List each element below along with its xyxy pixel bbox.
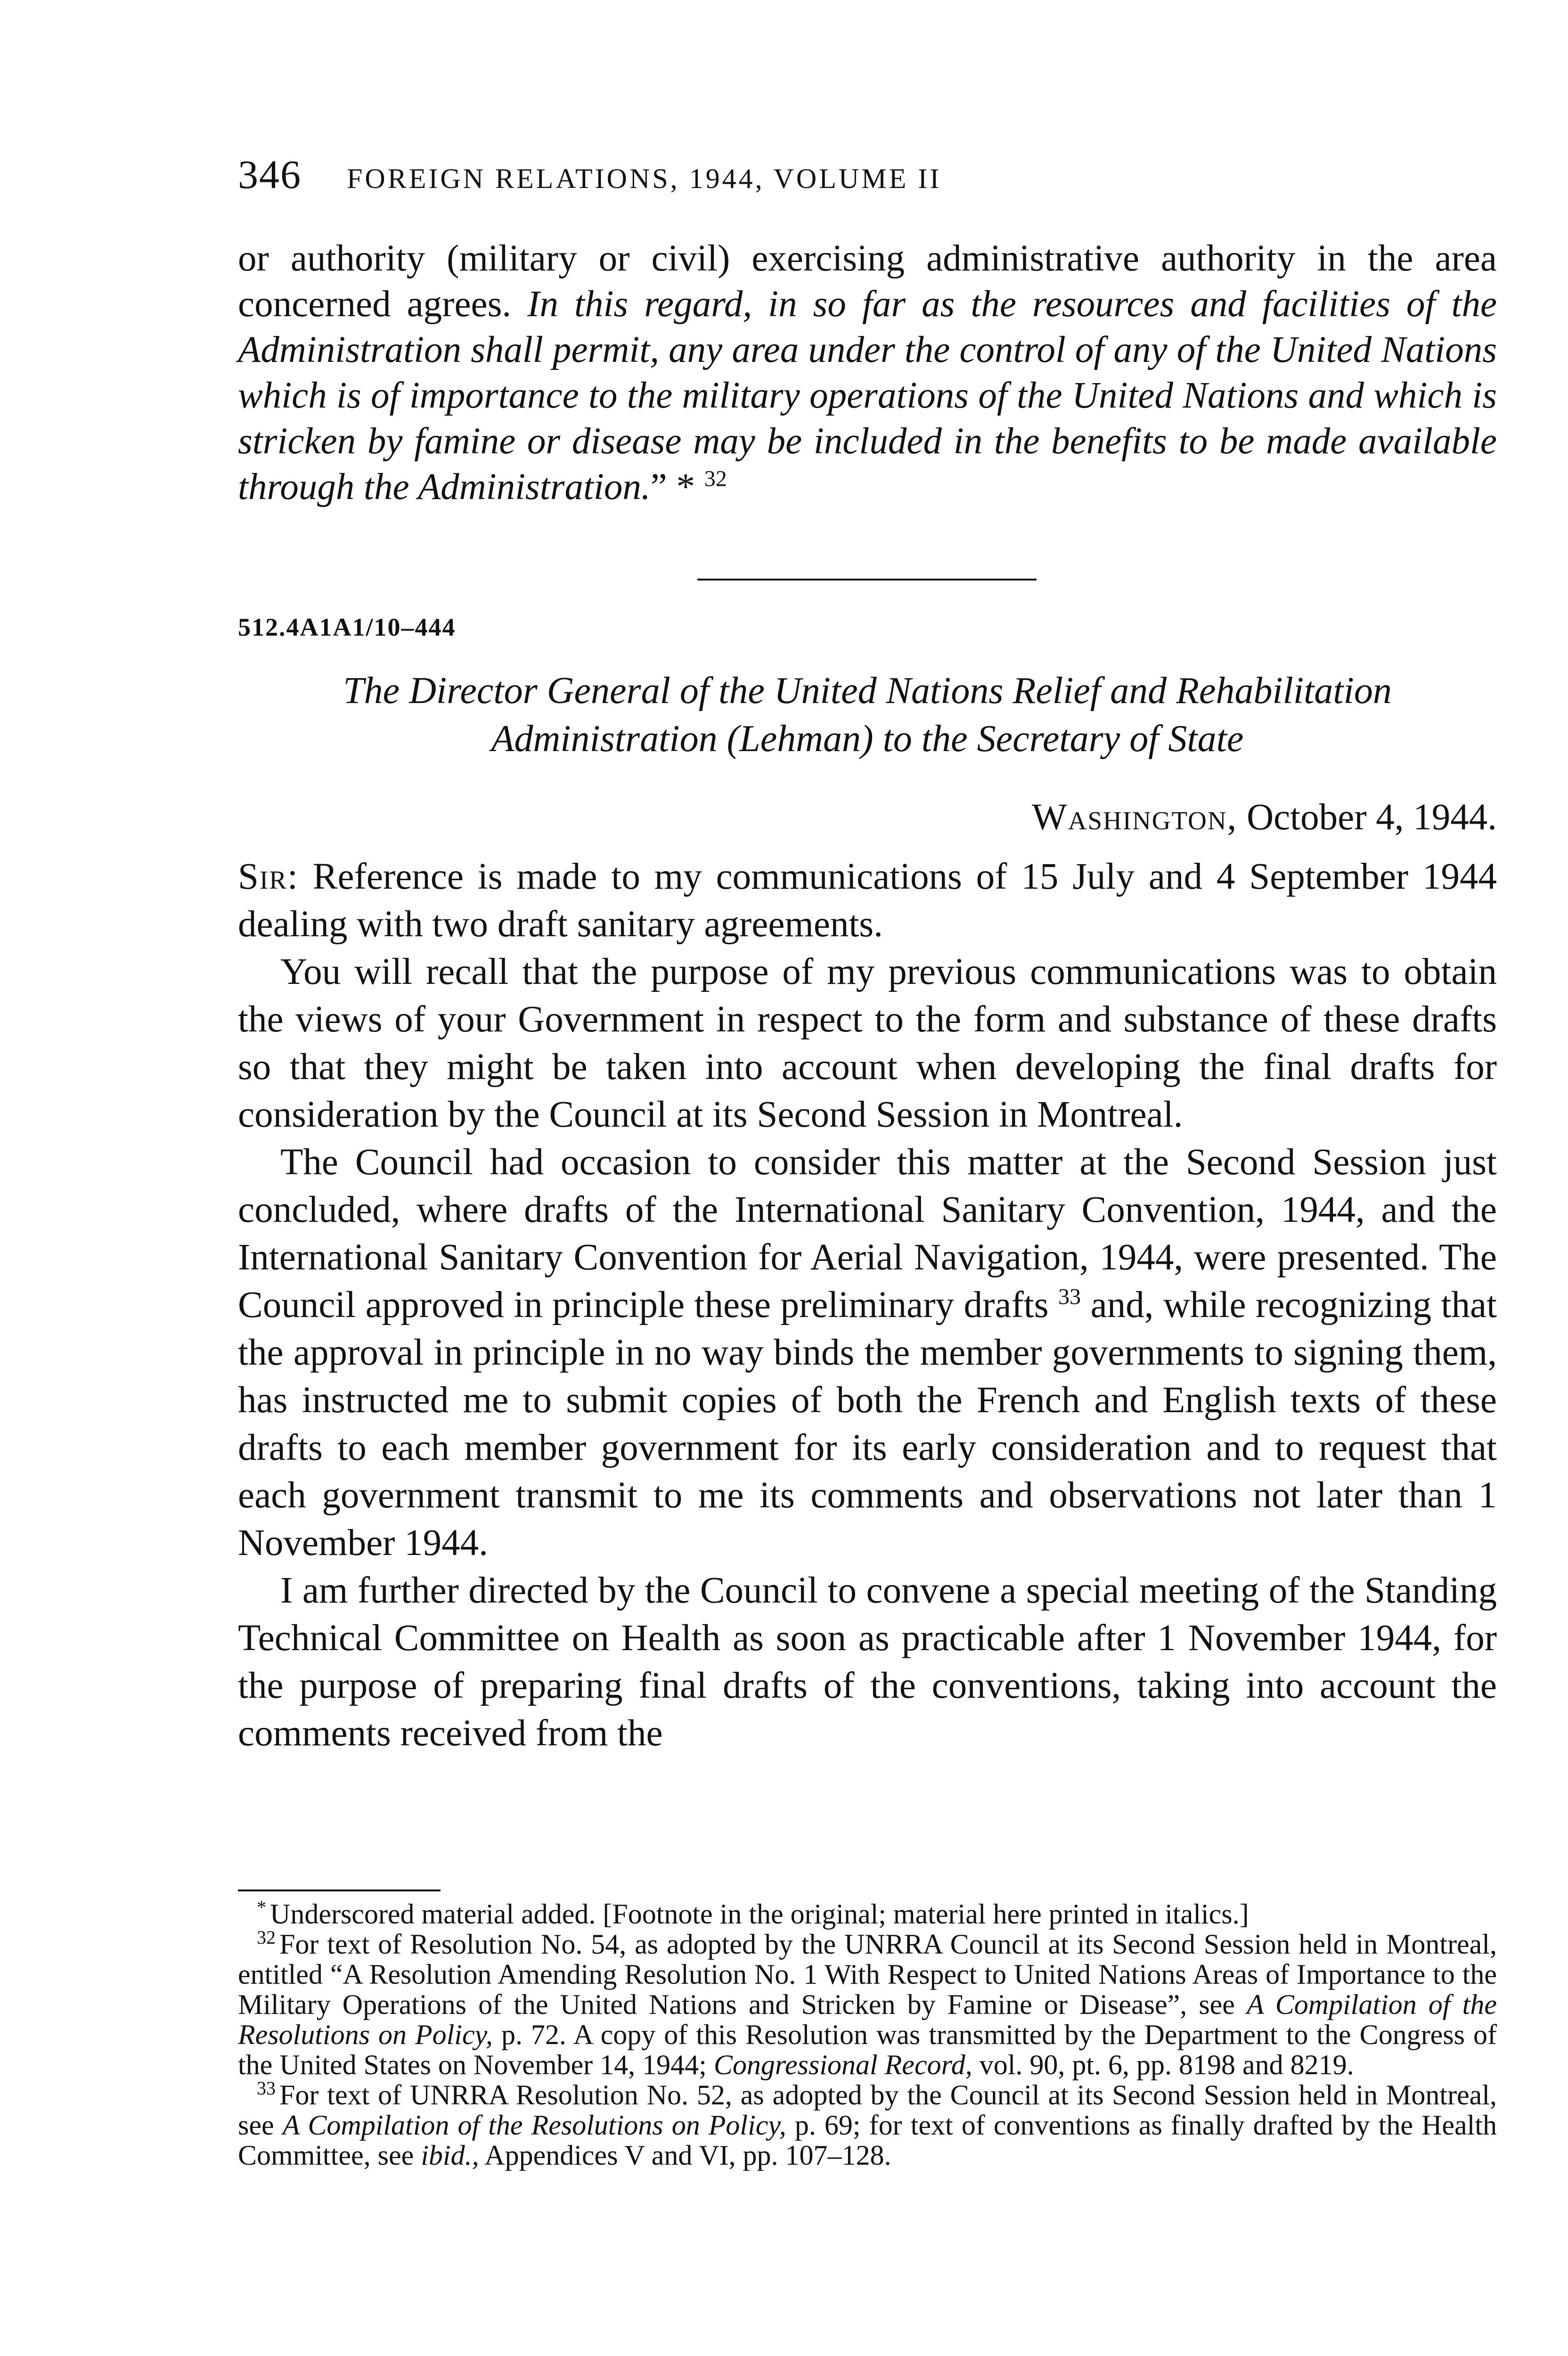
section-divider [697, 579, 1037, 581]
footnote-ref-32: 32 [704, 466, 727, 491]
footnote-32-italic-2: Congressional Record, [713, 2049, 972, 2080]
dateline-place: Washington, [1032, 797, 1238, 838]
footnote-32-text-a: For text of Resolution No. 54, as adopted by the UNRRA Council at its Second Session held in Montreal, entitled “A Resolution Amending Resolution No. 1 With Respect to United Nations Areas of Importance to the Military Operations of the United Nations and Stricken by Famine or Disease”, see [238, 1929, 1497, 2020]
quotation-close: ” * [650, 466, 695, 507]
footnote-33-text-a: For text of UNRRA Resolution No. 52, as adopted by the Council at its Second Session held in Montreal, see [238, 2079, 1497, 2141]
footnote-star [238, 1899, 1497, 1929]
quotation-plain-text: or authority (military or civil) exercising administrative authority in the area concerned agrees. [238, 238, 1497, 325]
document-title: The Director General of the United Nations Relief and Rehabilitation Administration (Lehman) to the Secretary of State [343, 670, 1392, 760]
salutation: Sir: [238, 856, 299, 897]
footnote-33-text-c: Appendices V and VI, pp. 107–128. [484, 2140, 891, 2171]
letter-body [238, 853, 1497, 1757]
letter-paragraph-2: You will recall that the purpose of my previous communications was to obtain the views of your Government in respect to the form and substance of these drafts so that they might be taken into account when developing the final drafts for consideration by the Council at its Second Session in Montreal. [238, 951, 1497, 1135]
footnotes [238, 1899, 1497, 2170]
dateline-date: October 4, 1944. [1247, 797, 1497, 838]
footnote-32 [238, 1929, 1497, 2080]
footnote-ref-33: 33 [1058, 1284, 1081, 1309]
running-head: FOREIGN RELATIONS, 1944, VOLUME II [347, 163, 942, 194]
file-number: 512.4A1A1/10–444 [238, 613, 456, 641]
page-number: 346 [238, 152, 302, 197]
quotation-italic-text: In this regard, in so far as the resources and facilities of the Administration shall permit, any area under the control of any of the United Nations which is of importance to the military operations of the United Nations and which is stricken by famine or disease may be included in the benefits to be made available through the Administration. [238, 284, 1497, 507]
letter-paragraph-4: I am further directed by the Council to convene a special meeting of the Standing Technical Committee on Health as soon as practicable after 1 November 1944, for the purpose of preparing final drafts of the conventions, taking into account the comments received from the [238, 1570, 1497, 1754]
footnote-star-mark: * [257, 1897, 266, 1918]
continued-quotation [238, 236, 1497, 510]
page-header [238, 151, 1497, 207]
paragraph-3-text-b: and, while recognizing that the approval in principle in no way binds the member governments to signing them, has instructed me to submit copies of both the French and English texts of these drafts to each member government for its early consideration and to request that each government transmit to me its comments and observations not later than 1 November 1944. [238, 1284, 1497, 1563]
footnote-33-italic-2: ibid., [421, 2140, 479, 2171]
footnote-32-text-c: vol. 90, pt. 6, pp. 8198 and 8219. [979, 2049, 1354, 2080]
letter-paragraph-1 [238, 853, 1497, 948]
footnote-33-text-b: p. 69; for text of conventions as finally drafted by the Health Committee, see [238, 2110, 1497, 2171]
footnote-32-number: 32 [257, 1927, 276, 1948]
paragraph-3-text-a: The Council had occasion to consider this matter at the Second Session just concluded, where drafts of the International Sanitary Convention, 1944, and the International Sanitary Convention for Aerial Navigation, 1944, were presented. The Council approved in principle these preliminary drafts [238, 1142, 1497, 1325]
footnote-32-italic-1: A Compilation of the Resolutions on Policy, [238, 1989, 1497, 2050]
letter-paragraph-3 [238, 1138, 1497, 1567]
footnote-32-text-b: p. 72. A copy of this Resolution was transmitted by the Department to the Congress of the United States on November 14, 1944; [238, 2019, 1497, 2080]
footnote-divider [238, 1890, 441, 1891]
footnote-33 [238, 2080, 1497, 2170]
paragraph-1-text: Reference is made to my communications of 15 July and 4 September 1944 dealing with two draft sanitary agreements. [238, 856, 1497, 945]
footnote-33-italic-1: A Compilation of the Resolutions on Policy, [282, 2110, 786, 2141]
footnote-33-number: 33 [257, 2078, 276, 2099]
footnote-star-text: Underscored material added. [Footnote in the original; material here printed in italics.] [270, 1898, 1249, 1930]
dateline [238, 796, 1502, 839]
